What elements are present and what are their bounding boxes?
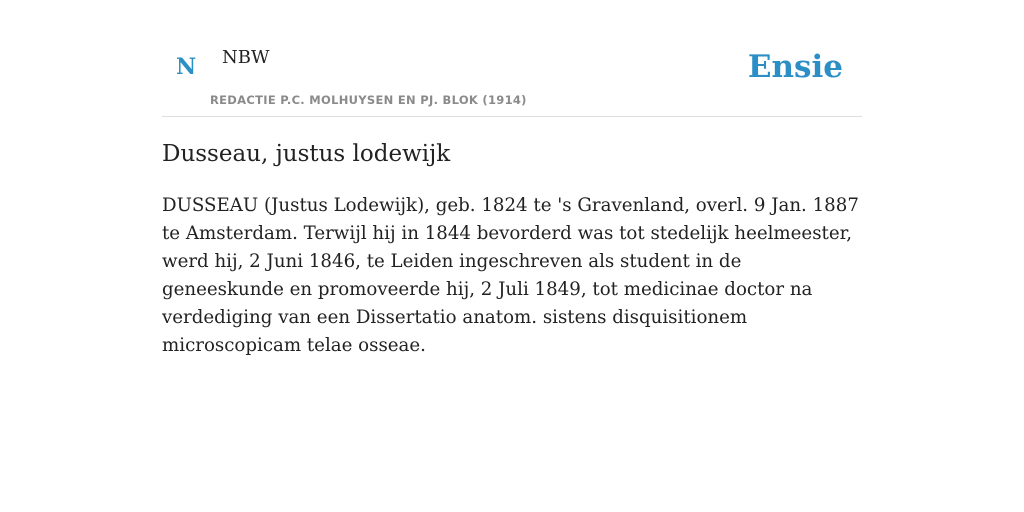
source-logo[interactable]: N — [176, 54, 197, 80]
entry-body: DUSSEAU (Justus Lodewijk), geb. 1824 te 's Gravenland, overl. 9 Jan. 1887 te Amsterdam. Terwijl hij in 1844 bevorderd was tot stedelijk heelmeester, werd hij, 2 Juni 1846, te Leiden ingeschreven als student in de geneeskunde en promoveerde hij, 2 Juli 1849, tot medicinae doctor na verdediging van een Dissertatio anatom. sistens disquisitionem microscopicam telae osseae. — [162, 195, 859, 356]
source-header — [162, 0, 862, 117]
source-subtitle: REDACTIE P.C. MOLHUYSEN EN PJ. BLOK (1914) — [210, 93, 527, 107]
source-title[interactable]: NBW — [222, 47, 270, 68]
entry-title: Dusseau, justus lodewijk — [162, 141, 451, 167]
ensie-logo[interactable]: Ensie — [747, 49, 843, 85]
